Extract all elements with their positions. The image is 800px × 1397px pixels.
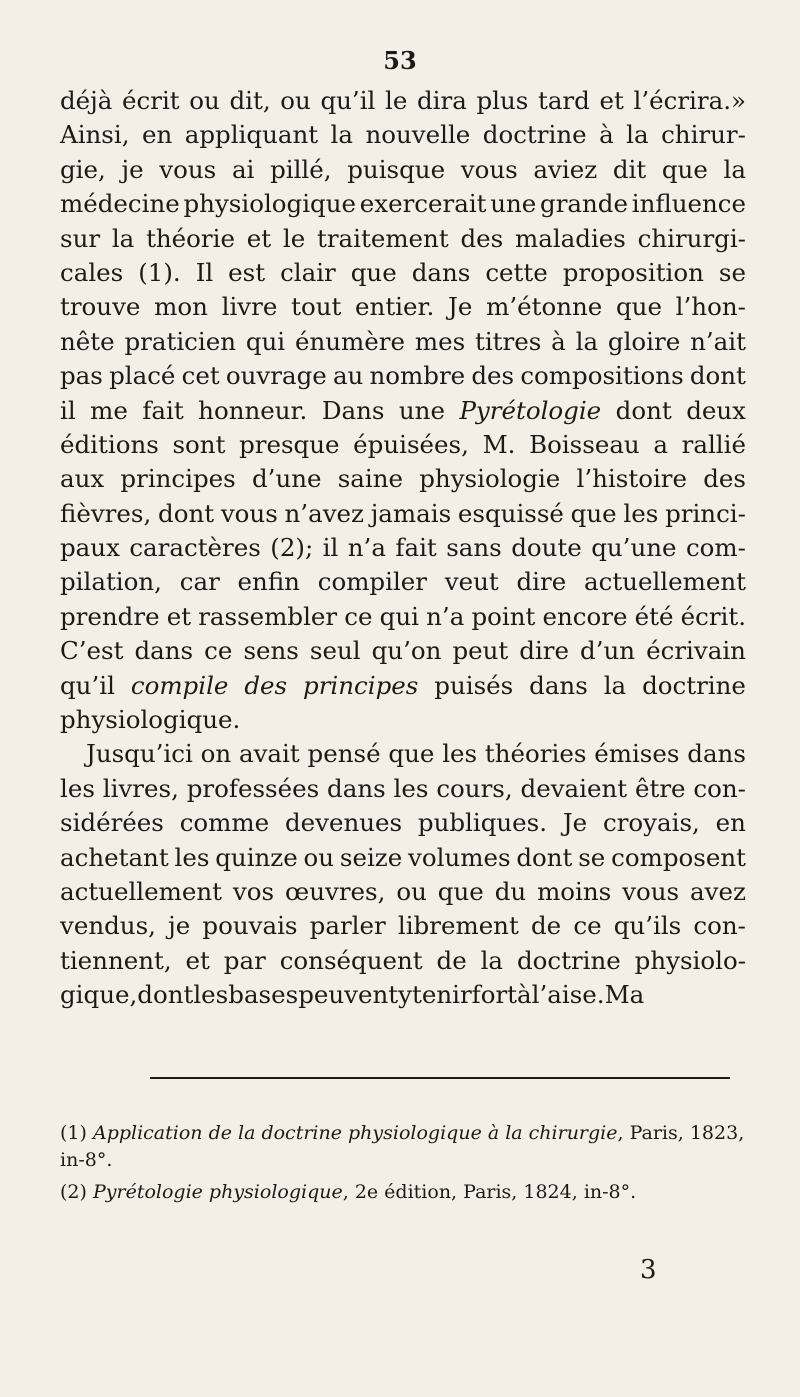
body-text: [60, 84, 746, 1013]
text-line: qu’il compile des principes puisés dans la doctrine: [60, 670, 746, 700]
footnote-details: , 2e édition, Paris, 1824, in-8°.: [342, 1181, 637, 1203]
text-line: tiennent, et par conséquent de la doctrine physiolo-: [60, 945, 746, 975]
text-line: médecine physiologique exercerait une grande influence: [60, 189, 746, 219]
signature-mark: 3: [640, 1255, 657, 1285]
text-line: nête praticien qui énumère mes titres à la gloire n’ait: [60, 326, 746, 356]
text-line: achetant les quinze ou seize volumes dont se composent: [60, 842, 746, 872]
text-line: paux caractères (2); il n’a fait sans doute qu’une com-: [60, 533, 746, 563]
footnote-title: Pyrétologie physiologique: [92, 1181, 343, 1203]
text-line: actuellement vos œuvres, ou que du moins vous avez: [60, 876, 746, 906]
text-line: il me fait honneur. Dans une Pyrétologie dont deux: [60, 395, 746, 425]
text-line: fièvres, dont vous n’avez jamais esquissé que les princi-: [60, 498, 746, 528]
text-line: sur la théorie et le traitement des maladies chirurgi-: [60, 223, 746, 253]
text-line: éditions sont presque épuisées, M. Boisseau a rallié: [60, 429, 746, 459]
text-line: trouve mon livre tout entier. Je m’étonne que l’hon-: [60, 292, 746, 322]
paragraph-2: [60, 737, 746, 1012]
text-line: vendus, je pouvais parler librement de ce qu’ils con-: [60, 911, 746, 941]
text-line: cales (1). Il est clair que dans cette proposition se: [60, 257, 746, 287]
text-line: physiologique.: [60, 705, 241, 735]
text-line: Jusqu’ici on avait pensé que les théories émises dans: [86, 739, 746, 769]
text-line: aux principes d’une saine physiologie l’histoire des: [60, 464, 746, 494]
text-line: prendre et rassembler ce qui n’a point encore été écrit.: [60, 601, 746, 631]
footnote-2: [60, 1179, 746, 1206]
footnote-label: (2): [60, 1181, 87, 1203]
text-line: pas placé cet ouvrage au nombre des compositions dont: [60, 361, 746, 391]
footnote-1: [60, 1120, 746, 1173]
text-line: gie, je vous ai pillé, puisque vous aviez dit que la: [60, 154, 746, 184]
text-line: les livres, professées dans les cours, devaient être con-: [60, 773, 746, 803]
footnotes: [60, 1120, 746, 1212]
text-line: gique, dont les bases peuvent y tenir fort à l’aise. Ma: [60, 980, 645, 1010]
text-line: sidérées comme devenues publiques. Je croyais, en: [60, 808, 746, 838]
footnote-label: (1): [60, 1122, 87, 1144]
footnote-rule: [150, 1077, 730, 1079]
text-line: Ainsi, en appliquant la nouvelle doctrine à la chirur-: [60, 120, 746, 150]
footnote-details: , Paris, 1823, in-8°.: [60, 1122, 745, 1171]
text-line: pilation, car enfin compiler veut dire actuellement: [60, 567, 746, 597]
text-line: C’est dans ce sens seul qu’on peut dire d’un écrivain: [60, 636, 746, 666]
paragraph-1: [60, 84, 746, 737]
footnote-title: Application de la doctrine physiologique à la chirurgie: [92, 1122, 618, 1144]
text-line: déjà écrit ou dit, ou qu’il le dira plus tard et l’écrira.»: [60, 86, 746, 115]
page-number: 53: [383, 46, 417, 75]
